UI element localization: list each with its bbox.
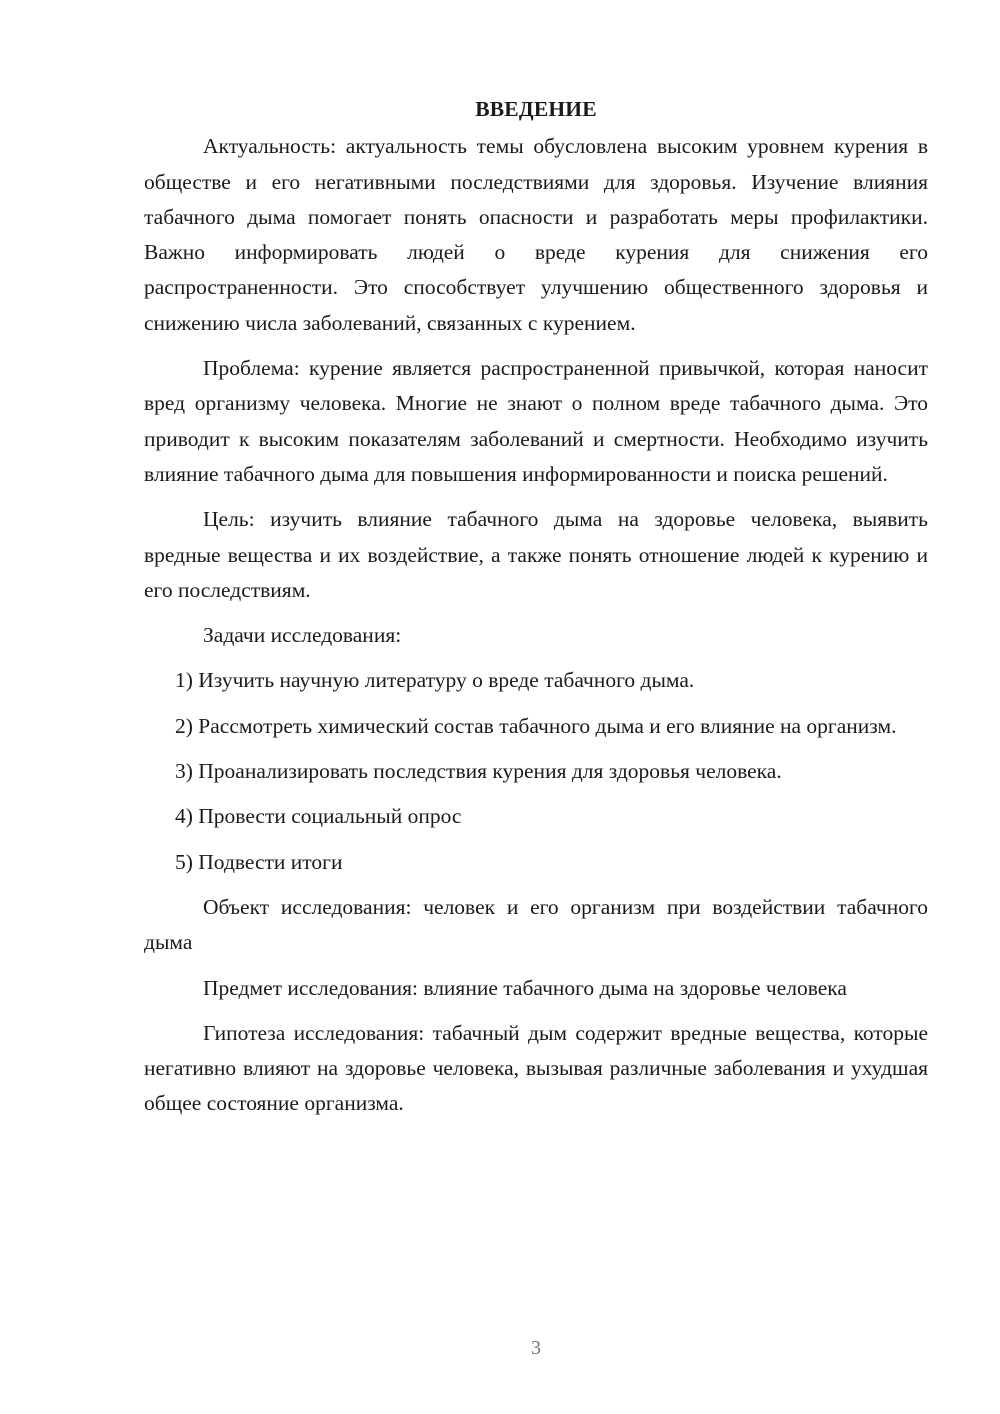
task-item: 3) Проанализировать последствия курения для здоровья человека. — [175, 759, 782, 784]
tasks-heading: Задачи исследования: — [203, 623, 402, 648]
relevance-paragraph: Актуальность: актуальность темы обусловлена высоким уровнем курения в обществе и его негативными последствиями для здоровья. Изучение влияния табачного дыма помогает понять опасности и разработать меры профилактики. Важно информировать людей о вреде курения для снижения его распространенности. Это способствует улучшению общественного здоровья и снижению числа заболеваний, связанных с курением. — [144, 134, 928, 335]
task-item: 5) Подвести итоги — [175, 849, 343, 874]
task-item: 2) Рассмотреть химический состав табачного дыма и его влияние на организм. — [175, 713, 897, 738]
task-item: 1) Изучить научную литературу о вреде табачного дыма. — [175, 668, 695, 693]
page-title: ВВЕДЕНИЕ — [475, 97, 597, 121]
task-item: 4) Провести социальный опрос — [175, 804, 462, 829]
problem-paragraph: Проблема: курение является распространенной привычкой, которая наносит вред организму человека. Многие не знают о полном вреде табачного дыма. Это приводит к высоким показателям заболеваний и смертности. Необходимо изучить влияние табачного дыма для повышения информированности и поиска решений. — [144, 356, 928, 486]
goal-paragraph: Цель: изучить влияние табачного дыма на здоровье человека, выявить вредные вещества и их воздействие, а также понять отношение людей к курению и его последствиям. — [144, 507, 928, 602]
page-content — [144, 92, 928, 1132]
object-paragraph: Объект исследования: человек и его организм при воздействии табачного дыма — [144, 894, 928, 955]
page-number: 3 — [531, 1337, 541, 1359]
hypothesis-paragraph: Гипотеза исследования: табачный дым содержит вредные вещества, которые негативно влияют на здоровье человека, вызывая различные заболевания и ухудшая общее состояние организма. — [144, 1020, 928, 1116]
subject-paragraph: Предмет исследования: влияние табачного дыма на здоровье человека — [203, 975, 847, 1000]
